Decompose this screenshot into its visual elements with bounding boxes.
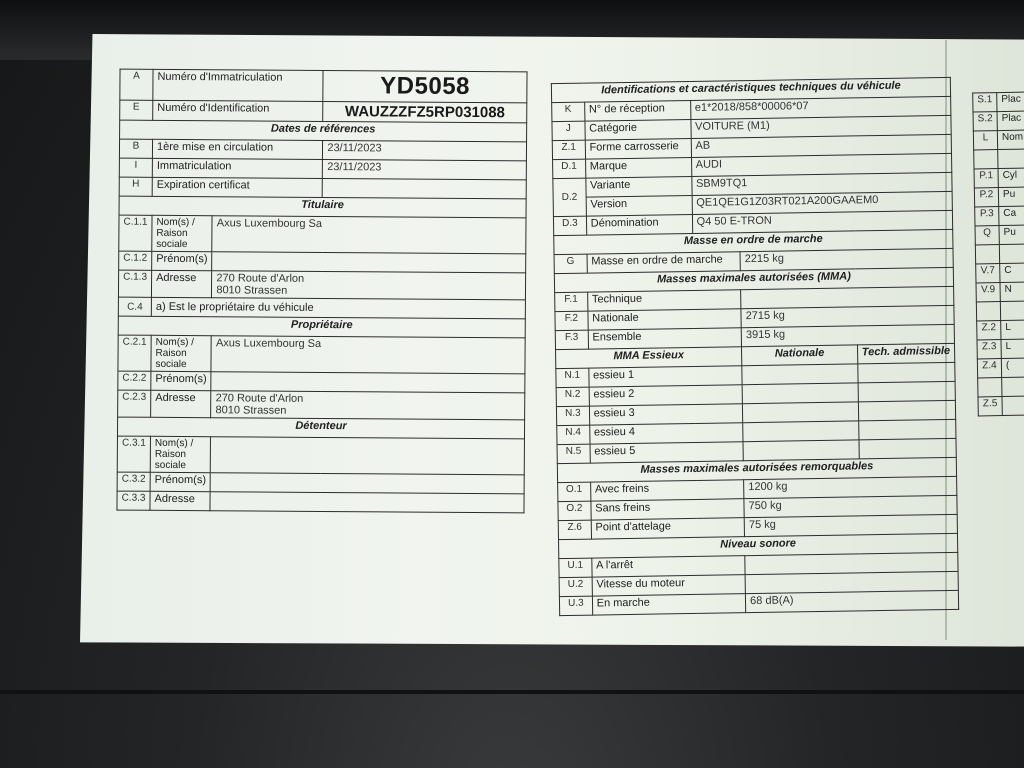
third-panel-row [974, 187, 1024, 207]
field-code: B [119, 139, 152, 158]
field-code: P.1 [974, 169, 998, 188]
field-label: Technique [587, 290, 741, 311]
field-code: F.2 [555, 311, 588, 331]
axle-technical [858, 400, 956, 421]
address-line-1: 270 Route d'Arlon [216, 272, 305, 285]
axle-national [743, 402, 859, 423]
field-code: C.2.1 [118, 335, 151, 371]
field-code [974, 150, 998, 169]
body-shape-value: AB [691, 134, 952, 157]
field-label: N° de réception [584, 100, 690, 121]
field-code: Z.6 [558, 520, 591, 540]
field-code: F.1 [555, 292, 588, 312]
holder-name: Axus Luxembourg Sa [212, 216, 526, 254]
field-code: S.1 [973, 93, 997, 112]
axle-label: essieu 3 [589, 404, 743, 425]
field-code: O.1 [558, 482, 591, 502]
field-code: J [552, 121, 585, 141]
field-label: Nom(s) / Raison sociale [151, 335, 212, 371]
third-panel-row [977, 339, 1024, 359]
plate-row [120, 69, 527, 103]
third-panel-row [977, 320, 1024, 340]
field-label: Vitesse du moteur [592, 575, 746, 596]
vin-row [120, 100, 527, 123]
field-label: Prénom(s) [152, 251, 212, 270]
dates-header: Dates de références [120, 120, 527, 142]
field-label: L [1001, 320, 1024, 340]
field-label: Version [586, 195, 692, 216]
mma-header: Masses maximales autorisées (MMA) [554, 267, 953, 292]
field-label: Nom(s) / Raison sociale [150, 436, 211, 472]
field-label: Ensemble [588, 328, 742, 349]
model-name-value: Q4 50 E-TRON [692, 210, 953, 233]
field-code: V.7 [976, 264, 1000, 283]
field-code: H [119, 177, 152, 196]
field-code: Z.1 [552, 140, 585, 160]
field-label: N [1000, 282, 1024, 302]
field-label [998, 149, 1024, 169]
axle-label: essieu 1 [588, 366, 742, 387]
field-code: C.2.3 [118, 390, 151, 417]
axle-technical [858, 381, 956, 402]
axle-label: essieu 5 [590, 442, 744, 463]
field-code: Z.2 [977, 321, 1001, 340]
field-label: Nom [997, 130, 1024, 150]
field-code: O.2 [558, 501, 591, 521]
field-label: Expiration certificat [152, 177, 322, 197]
holder-address [212, 271, 526, 300]
field-code: Z.4 [977, 359, 1001, 378]
axle-national [742, 383, 858, 404]
field-label [1002, 377, 1024, 397]
driveby-sound-value: 68 dB(A) [746, 590, 959, 612]
address-line-1: 270 Route d'Arlon [215, 392, 304, 405]
field-code: C.3.3 [117, 491, 150, 510]
field-code: D.2 [553, 178, 586, 217]
registration-number: YD5058 [323, 71, 527, 103]
third-panel-row [977, 358, 1024, 378]
third-panel-row [975, 225, 1024, 245]
field-code: Q [975, 226, 999, 245]
reception-number: e1*2018/858*00006*07 [690, 96, 951, 119]
field-code: U.1 [559, 558, 592, 578]
field-label: Forme carrosserie [585, 138, 691, 159]
third-panel-spacer [976, 301, 1024, 321]
field-code: V.9 [976, 283, 1000, 302]
third-panel-row [973, 92, 1024, 112]
field-code: N.2 [556, 387, 589, 407]
axle-technical [859, 438, 957, 459]
field-label: Plac [997, 111, 1024, 131]
field-label: ( [1001, 358, 1024, 378]
field-code: Z.3 [977, 340, 1001, 359]
field-code [976, 302, 1000, 321]
third-panel-row [976, 282, 1024, 302]
ident-header: Identifications et caractéristiques techniques du véhicule [551, 77, 950, 102]
third-panel-spacer [974, 149, 1024, 169]
field-label: Nationale [588, 309, 742, 330]
field-code: F.3 [555, 330, 588, 350]
owner-address [211, 391, 525, 420]
titulaire-header: Titulaire [119, 196, 526, 218]
field-code: C.1.1 [119, 215, 152, 251]
field-label: C [1000, 263, 1024, 283]
field-code: K [552, 102, 585, 122]
third-panel-row [976, 263, 1024, 283]
braked-towing-value: 1200 kg [744, 476, 957, 498]
unbraked-towing-value: 750 kg [744, 495, 957, 517]
towing-header: Masses maximales autorisées remorquables [557, 457, 956, 482]
field-label: Prénom(s) [151, 371, 211, 390]
field-code [975, 245, 999, 264]
third-panel-row [975, 206, 1024, 226]
keeper-name [211, 437, 525, 475]
field-label: Masse en ordre de marche [587, 252, 741, 273]
field-code: U.2 [559, 577, 592, 597]
axle-label: essieu 2 [589, 385, 743, 406]
keeper-address-row [117, 491, 524, 513]
field-label: Adresse [150, 491, 210, 510]
holder-name-row [119, 215, 526, 254]
owner-address-row [118, 390, 525, 420]
field-code: P.2 [974, 188, 998, 207]
field-label: Dénomination [586, 214, 692, 235]
axle-national [742, 364, 858, 385]
keeper-address [210, 492, 524, 513]
variant-value: SBM9TQ1 [691, 172, 952, 195]
field-code: N.4 [557, 425, 590, 445]
field-code: C.3.2 [117, 472, 150, 491]
third-panel-table [972, 92, 1024, 417]
field-code: N.1 [556, 368, 589, 388]
field-label: En marche [592, 594, 746, 615]
field-label: 1ère mise en circulation [152, 139, 322, 159]
field-code: A [120, 69, 153, 100]
field-label: Numéro d'Immatriculation [153, 69, 324, 101]
field-label: Plac [997, 92, 1024, 112]
field-code: C.1.3 [118, 270, 151, 297]
owner-firstname [211, 372, 525, 393]
field-code: C.4 [118, 297, 151, 316]
field-label: Prénom(s) [150, 472, 210, 491]
field-label: Catégorie [585, 119, 691, 140]
field-code: P.3 [975, 207, 999, 226]
field-code: N.5 [557, 444, 590, 464]
field-code: S.2 [973, 112, 997, 131]
field-code: I [119, 158, 152, 177]
field-label: Adresse [151, 390, 212, 417]
owner-name-row [118, 335, 525, 374]
third-panel-spacer [978, 377, 1024, 397]
proprietaire-header: Propriétaire [118, 316, 525, 338]
axle-national [743, 440, 859, 461]
registration-date: 23/11/2023 [323, 160, 527, 180]
right-panel-table [551, 77, 959, 616]
address-line-2: 8010 Strassen [216, 284, 288, 297]
field-label: Immatriculation [152, 158, 322, 178]
field-label [1000, 301, 1024, 321]
holder-firstname [212, 252, 526, 273]
third-panel-spacer [975, 244, 1024, 264]
field-code: L [973, 131, 997, 150]
axle-technical [858, 362, 956, 383]
owner-flag-label: a) Est le propriétaire du véhicule [151, 297, 525, 319]
combination-mass-value: 3915 kg [741, 324, 954, 346]
field-label: Numéro d'Identification [153, 100, 323, 121]
keeper-name-row [117, 436, 524, 475]
field-label: Point d'attelage [591, 518, 745, 539]
field-code: N.3 [556, 406, 589, 426]
field-code: D.3 [553, 216, 586, 236]
vin-number: WAUZZZFZ5RP031088 [323, 102, 527, 123]
field-label: Pu [999, 225, 1024, 245]
field-label: Pu [998, 187, 1024, 207]
field-code: D.1 [553, 159, 586, 179]
detenteur-header: Détenteur [117, 417, 524, 439]
field-label [999, 244, 1024, 264]
sound-header: Niveau sonore [559, 533, 958, 558]
masse-header: Masse en ordre de marche [554, 229, 953, 254]
left-panel-table [116, 69, 527, 514]
field-label: Nom(s) / Raison sociale [152, 215, 213, 251]
third-panel-row [978, 396, 1024, 416]
field-code: U.3 [559, 596, 592, 616]
address-line-2: 8010 Strassen [215, 404, 287, 417]
axle-header-col1: MMA Essieux [556, 347, 742, 369]
expiry-value [322, 179, 526, 199]
national-mass-value: 2715 kg [741, 305, 954, 327]
field-label: Marque [585, 157, 691, 178]
axle-header-col3: Tech. admissible [857, 343, 955, 364]
third-panel-row [974, 168, 1024, 188]
field-label: A l'arrêt [591, 556, 745, 577]
field-label: Avec freins [590, 480, 744, 501]
field-code: G [554, 254, 587, 274]
make-value: AUDI [691, 153, 952, 176]
field-code: C.1.2 [119, 251, 152, 270]
field-label: Adresse [151, 270, 212, 297]
first-registration-date: 23/11/2023 [323, 141, 527, 161]
field-label [1002, 396, 1024, 416]
version-value: QE1QE1G1Z03RT021A200GAAEM0 [692, 191, 953, 214]
category-value: VOITURE (M1) [691, 115, 952, 138]
keeper-firstname [210, 473, 524, 494]
field-code: C.3.1 [117, 436, 150, 472]
field-code: C.2.2 [118, 371, 151, 390]
field-label: Cyl [998, 168, 1024, 188]
field-label: Sans freins [591, 499, 745, 520]
axle-national [743, 421, 859, 442]
field-code: Z.5 [978, 397, 1002, 416]
coupling-point-value: 75 kg [744, 514, 957, 536]
field-code: E [120, 100, 153, 120]
field-label: Ca [999, 206, 1024, 226]
axle-technical [858, 419, 956, 440]
third-panel-row [973, 111, 1024, 131]
axle-header-col2: Nationale [742, 345, 858, 366]
axle-label: essieu 4 [589, 423, 743, 444]
third-panel-row [973, 130, 1024, 150]
kerb-mass-value: 2215 kg [740, 248, 953, 270]
field-label: L [1001, 339, 1024, 359]
holder-address-row [118, 270, 525, 300]
field-label: Variante [586, 176, 692, 197]
field-code [978, 378, 1002, 397]
owner-name: Axus Luxembourg Sa [211, 336, 525, 374]
